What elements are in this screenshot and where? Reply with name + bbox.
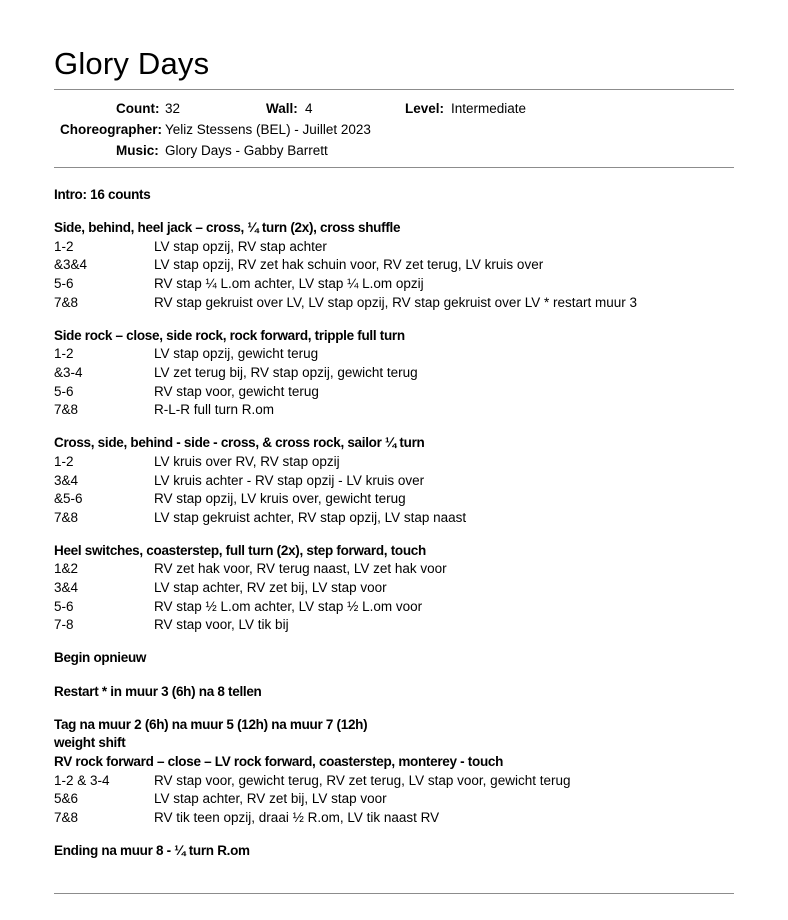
meta-divider xyxy=(54,167,734,168)
wall-value: 4 xyxy=(305,101,313,116)
choreographer-value: Yeliz Stessens (BEL) - Juillet 2023 xyxy=(165,122,371,137)
step-count: &3&4 xyxy=(54,257,88,273)
section-heading: Side rock – close, side rock, rock forward, tripple full turn xyxy=(54,327,405,343)
section-heading: Side, behind, heel jack – cross, ¼ turn (2x), cross shuffle xyxy=(54,220,401,236)
step-row xyxy=(54,401,744,420)
step-desc: RV stap ¼ L.om achter, LV stap ¼ L.om opzij xyxy=(154,275,424,291)
step-row xyxy=(54,509,744,528)
step-desc: LV stap opzij, RV stap achter xyxy=(154,238,327,254)
step-desc: RV stap ½ L.om achter, LV stap ½ L.om voor xyxy=(154,598,423,614)
step-count: 5-6 xyxy=(54,275,74,291)
step-row xyxy=(54,364,744,383)
step-count: 1-2 xyxy=(54,346,74,362)
step-desc: LV stap achter, RV zet bij, LV stap voor xyxy=(154,791,387,807)
tag-section xyxy=(54,716,744,828)
step-count: 5-6 xyxy=(54,383,74,399)
step-count: 1-2 xyxy=(54,238,74,254)
step-count: 5&6 xyxy=(54,791,79,807)
step-desc: LV stap gekruist achter, RV stap opzij, LV stap naast xyxy=(154,509,467,525)
wall-label: Wall: xyxy=(266,101,298,116)
level-value: Intermediate xyxy=(451,101,527,116)
step-count: 3&4 xyxy=(54,472,79,488)
count-value: 32 xyxy=(165,101,181,116)
step-count: 1&2 xyxy=(54,561,79,577)
step-row xyxy=(54,772,744,791)
step-row xyxy=(54,809,744,828)
step-count: 7&8 xyxy=(54,509,79,525)
step-row xyxy=(54,238,744,257)
choreographer-label: Choreographer: xyxy=(60,122,163,137)
section-heading: Cross, side, behind - side - cross, & cross rock, sailor ¼ turn xyxy=(54,435,425,451)
step-row xyxy=(54,598,744,617)
step-desc: RV stap gekruist over LV, LV stap opzij, RV stap gekruist over LV * restart muur 3 xyxy=(154,294,637,310)
music-value: Glory Days - Gabby Barrett xyxy=(165,143,328,158)
step-row xyxy=(54,294,744,313)
step-row xyxy=(54,616,744,635)
step-sheet xyxy=(54,186,744,861)
step-count: 7&8 xyxy=(54,402,79,418)
step-row xyxy=(54,275,744,294)
section-1 xyxy=(54,219,744,312)
step-count: 7-8 xyxy=(54,617,74,633)
step-desc: LV kruis over RV, RV stap opzij xyxy=(154,453,340,469)
ending-line: Ending na muur 8 - ¼ turn R.om xyxy=(54,842,250,858)
step-desc: LV zet terug bij, RV stap opzij, gewicht terug xyxy=(154,364,418,380)
step-row xyxy=(54,383,744,402)
restart-note: Restart * in muur 3 (6h) na 8 tellen xyxy=(54,683,262,699)
step-count: 1-2 xyxy=(54,453,74,469)
step-count: &3-4 xyxy=(54,364,83,380)
count-label: Count: xyxy=(116,101,160,116)
step-count: 7&8 xyxy=(54,294,79,310)
section-heading: Heel switches, coasterstep, full turn (2x), step forward, touch xyxy=(54,542,426,558)
step-desc: RV stap opzij, LV kruis over, gewicht terug xyxy=(154,491,406,507)
section-2 xyxy=(54,327,744,420)
step-count: 5-6 xyxy=(54,598,74,614)
step-desc: RV stap voor, LV tik bij xyxy=(154,617,289,633)
step-desc: LV stap achter, RV zet bij, LV stap voor xyxy=(154,580,387,596)
tag-subheading: weight shift xyxy=(54,735,126,751)
step-desc: LV kruis achter - RV stap opzij - LV kruis over xyxy=(154,472,425,488)
step-row xyxy=(54,256,744,275)
tag-heading: Tag na muur 2 (6h) na muur 5 (12h) na muur 7 (12h) xyxy=(54,716,368,732)
top-divider xyxy=(54,89,734,90)
section-3 xyxy=(54,434,744,527)
step-desc: LV stap opzij, gewicht terug xyxy=(154,346,319,362)
step-desc: RV tik teen opzij, draai ½ R.om, LV tik naast RV xyxy=(154,809,440,825)
step-desc: RV stap voor, gewicht terug xyxy=(154,383,319,399)
begin-again-line: Begin opnieuw xyxy=(54,650,147,666)
step-count: 3&4 xyxy=(54,580,79,596)
step-row xyxy=(54,490,744,509)
step-desc: RV zet hak voor, RV terug naast, LV zet hak voor xyxy=(154,561,447,577)
step-row xyxy=(54,560,744,579)
tag-steps-heading: RV rock forward – close – LV rock forward, coasterstep, monterey - touch xyxy=(54,754,504,769)
section-4 xyxy=(54,542,744,635)
step-count: &5-6 xyxy=(54,491,83,507)
step-count: 7&8 xyxy=(54,809,79,825)
step-row xyxy=(54,472,744,491)
step-row xyxy=(54,345,744,364)
step-desc: RV stap voor, gewicht terug, RV zet terug, LV stap voor, gewicht terug xyxy=(154,772,571,788)
level-label: Level: xyxy=(405,101,445,116)
step-desc: R-L-R full turn R.om xyxy=(154,402,275,418)
step-count: 1-2 & 3-4 xyxy=(54,772,110,788)
step-row xyxy=(54,790,744,809)
step-row xyxy=(54,579,744,598)
music-label: Music: xyxy=(116,143,159,158)
page-title: Glory Days xyxy=(54,46,210,81)
bottom-divider xyxy=(54,893,734,894)
step-desc: LV stap opzij, RV zet hak schuin voor, RV zet terug, LV kruis over xyxy=(154,257,544,273)
step-row xyxy=(54,453,744,472)
intro-line: Intro: 16 counts xyxy=(54,187,151,202)
